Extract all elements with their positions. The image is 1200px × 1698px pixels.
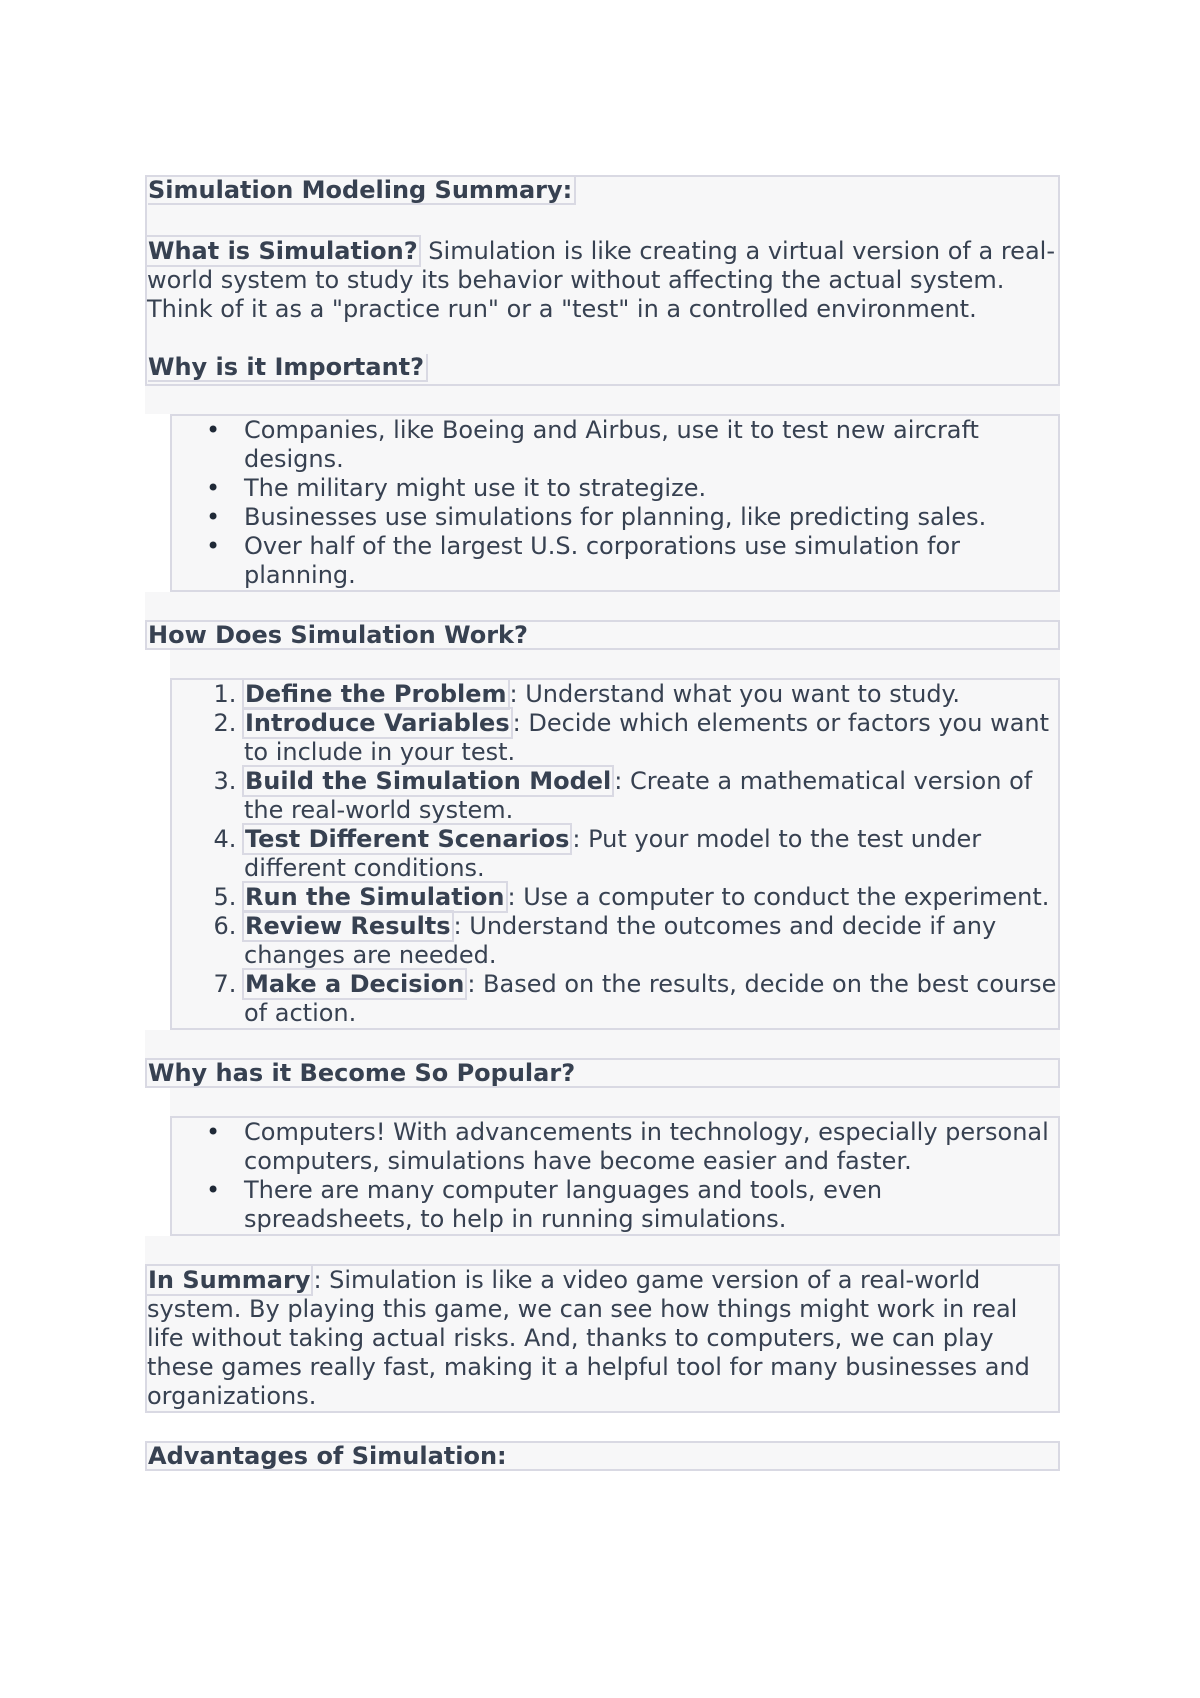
list-item [244, 767, 1058, 825]
step-label: Define the Problem [242, 678, 510, 710]
advantages-heading: Advantages of Simulation: [148, 1442, 507, 1470]
step-text: : Use a computer to conduct the experiment. [507, 883, 1050, 911]
spacer [170, 1088, 1060, 1116]
list-item: • Companies, like Boeing and Airbus, use it to test new aircraft designs. [244, 416, 1058, 474]
step-text: : Put your model to the test under different conditions. [244, 825, 982, 882]
list-item [244, 883, 1058, 912]
document-body [145, 175, 1060, 1471]
step-text: : Understand what you want to study. [509, 680, 960, 708]
step-label: Make a Decision [242, 968, 467, 1000]
why-important-heading: Why is it Important? [148, 354, 428, 382]
spacer [145, 386, 1060, 414]
step-label: Introduce Variables [242, 707, 513, 739]
summary-paragraph [145, 1264, 1060, 1413]
step-text: : Decide which elements or factors you want to include in your test. [244, 709, 1050, 766]
step-label: Test Different Scenarios [242, 823, 572, 855]
step-label: Review Results [242, 910, 454, 942]
document-title: Simulation Modeling Summary: [148, 177, 576, 205]
intro-block [145, 175, 1060, 386]
what-is-simulation-text: Simulation is like creating a virtual version of a real-world system to study its behavior without affecting the actual system. Think of it as a "practice run" or a "test" in a controlled environment. [147, 237, 1055, 323]
what-is-simulation-label: What is Simulation? [145, 235, 421, 267]
step-text: : Understand the outcomes and decide if any changes are needed. [244, 912, 997, 969]
spacer [145, 1030, 1060, 1058]
spacer [145, 1413, 1060, 1441]
list-item: • There are many computer languages and tools, even spreadsheets, to help in running simulations. [244, 1176, 1058, 1234]
list-item: • The military might use it to strategize. [244, 474, 1058, 503]
how-heading-box [145, 620, 1060, 650]
list-item [244, 825, 1058, 883]
spacer [145, 592, 1060, 620]
popular-list [170, 1116, 1060, 1236]
step-text: : Based on the results, decide on the best course of action. [244, 970, 1057, 1027]
how-steps-list [170, 678, 1060, 1030]
popular-heading: Why has it Become So Popular? [148, 1059, 576, 1087]
list-item: • Computers! With advancements in technology, especially personal computers, simulations have become easier and faster. [244, 1118, 1058, 1176]
list-item [244, 970, 1058, 1028]
summary-text: : Simulation is like a video game version of a real-world system. By playing this game, we can see how things might work in real life without taking actual risks. And, thanks to computers, we can play these games really fast, making it a helpful tool for many businesses and organizations. [147, 1266, 1030, 1410]
popular-heading-box [145, 1058, 1060, 1088]
list-item [244, 912, 1058, 970]
step-text: : Create a mathematical version of the real-world system. [244, 767, 1033, 824]
list-item [244, 709, 1058, 767]
list-item [244, 680, 1058, 709]
advantages-heading-box [145, 1441, 1060, 1471]
list-item: • Businesses use simulations for planning, like predicting sales. [244, 503, 1058, 532]
what-is-simulation-paragraph [147, 237, 1058, 324]
list-item: • Over half of the largest U.S. corporations use simulation for planning. [244, 532, 1058, 590]
step-label: Build the Simulation Model [242, 765, 614, 797]
summary-label: In Summary [145, 1264, 313, 1296]
spacer [145, 1236, 1060, 1264]
spacer [170, 650, 1060, 678]
step-label: Run the Simulation [242, 881, 508, 913]
why-important-list [170, 414, 1060, 592]
how-heading: How Does Simulation Work? [148, 621, 528, 649]
